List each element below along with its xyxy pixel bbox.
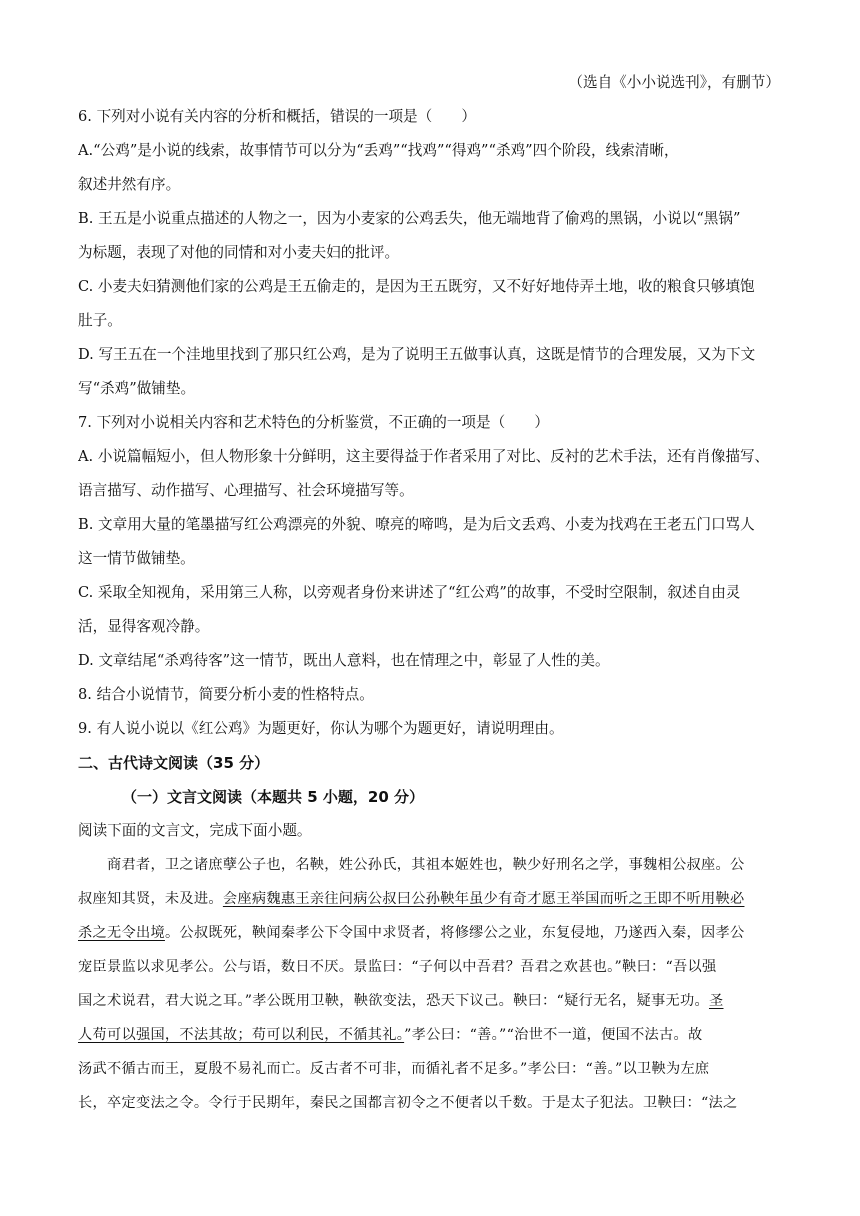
passage-text: 国之术说君，君大说之耳。”孝公既用卫鞅，鞅欲变法，恐天下议己。鞅曰：“疑行无名，疑事无功。 xyxy=(78,993,709,1009)
question-7-option-d: D. 文章结尾“杀鸡待客”这一情节，既出人意料，也在情理之中，彰显了人性的美。 xyxy=(78,652,610,669)
question-6-option-d: D. 写王五在一个洼地里找到了那只红公鸡，是为了说明王五做事认真，这既是情节的合理发展，又为下文 xyxy=(78,346,756,363)
passage-text: 叔座知其贤，未及进。 xyxy=(78,891,223,907)
question-7-option-b-cont: 这一情节做铺垫。 xyxy=(78,550,195,567)
question-7-stem: 7. 下列对小说相关内容和艺术特色的分析鉴赏，不正确的一项是（ ） xyxy=(78,414,549,431)
question-7-option-b: B. 文章用大量的笔墨描写红公鸡漂亮的外貌、嘹亮的啼鸣，是为后文丢鸡、小麦为找鸡在王老五门口骂人 xyxy=(78,516,755,533)
section-heading: 二、古代诗文阅读（35 分） xyxy=(78,754,270,772)
passage-line-7: 汤武不循古而王，夏殷不易礼而亡。反古者不可非，而循礼者不足多。”孝公曰：“善。”以卫鞅为左庶 xyxy=(78,1061,710,1077)
question-8: 8. 结合小说情节，简要分析小麦的性格特点。 xyxy=(78,686,374,703)
underlined-passage: 人苟可以强国，不法其故；苟可以利民，不循其礼。 xyxy=(78,1027,405,1043)
passage-line-8: 长，卒定变法之令。令行于民期年，秦民之国都言初令之不便者以千数。于是太子犯法。卫鞅曰：“法之 xyxy=(78,1095,738,1111)
subsection-heading: （一）文言文阅读（本题共 5 小题，20 分） xyxy=(122,788,424,806)
passage-line-1: 商君者，卫之诸庶孽公子也，名鞅，姓公孙氏，其祖本姬姓也，鞅少好刑名之学，事魏相公叔座。公 xyxy=(78,857,745,873)
question-6-option-c-cont: 肚子。 xyxy=(78,312,122,329)
question-6-option-c: C. 小麦夫妇猜测他们家的公鸡是王五偷走的，是因为王五既穷，又不好好地侍弄土地，收的粮食只够填饱 xyxy=(78,278,755,295)
passage-text: 。公叔既死，鞅闻秦孝公下令国中求贤者，将修缪公之业，东复侵地，乃遂西入秦，因孝公 xyxy=(164,925,745,941)
passage-line-4: 宠臣景监以求见孝公。公与语，数日不厌。景监曰：“子何以中吾君？吾君之欢甚也。”鞅曰：“吾以强 xyxy=(78,959,717,975)
source-note: （选自《小小说选刊》，有删节） xyxy=(568,74,780,91)
question-6-stem: 6. 下列对小说有关内容的分析和概括，错误的一项是（ ） xyxy=(78,108,477,125)
question-6-option-b: B. 王五是小说重点描述的人物之一，因为小麦家的公鸡丢失，他无端地背了偷鸡的黑锅，小说以“黑锅” xyxy=(78,210,741,227)
passage-line-5 xyxy=(78,990,783,1012)
question-9: 9. 有人说小说以《红公鸡》为题更好，你认为哪个为题更好，请说明理由。 xyxy=(78,720,564,737)
underlined-passage: 会座病魏惠王亲往问病公叔曰公孙鞅年虽少有奇才愿王举国而听之王即不听用鞅必 xyxy=(222,891,745,907)
question-7-option-c-cont: 活，显得客观冷静。 xyxy=(78,618,210,635)
question-7-option-a: A. 小说篇幅短小，但人物形象十分鲜明，这主要得益于作者采用了对比、反衬的艺术手法，还有肖像描写、 xyxy=(78,448,770,465)
question-6-option-d-cont: 写“杀鸡”做铺垫。 xyxy=(78,380,196,397)
question-7-option-c: C. 采取全知视角，采用第三人称，以旁观者身份来讲述了“红公鸡”的故事，不受时空限制，叙述自由灵 xyxy=(78,584,741,601)
passage-line-6 xyxy=(78,1024,783,1046)
question-7-option-a-cont: 语言描写、动作描写、心理描写、社会环境描写等。 xyxy=(78,482,414,499)
question-6-option-a: A.“公鸡”是小说的线索，故事情节可以分为“丢鸡”“找鸡”“得鸡”“杀鸡”四个阶段，线索清晰， xyxy=(78,142,679,159)
passage-line-3 xyxy=(78,922,783,944)
underlined-passage: 杀之无令出境 xyxy=(78,925,165,941)
passage-text: ”孝公曰：“善。”“治世不一道，便国不法古。故 xyxy=(404,1027,703,1043)
underlined-passage: 圣 xyxy=(708,993,724,1009)
passage-line-2 xyxy=(78,888,783,910)
reading-instruction: 阅读下面的文言文，完成下面小题。 xyxy=(78,822,312,839)
question-6-option-b-cont: 为标题，表现了对他的同情和对小麦夫妇的批评。 xyxy=(78,244,400,261)
question-6-option-a-cont: 叙述井然有序。 xyxy=(78,176,181,193)
